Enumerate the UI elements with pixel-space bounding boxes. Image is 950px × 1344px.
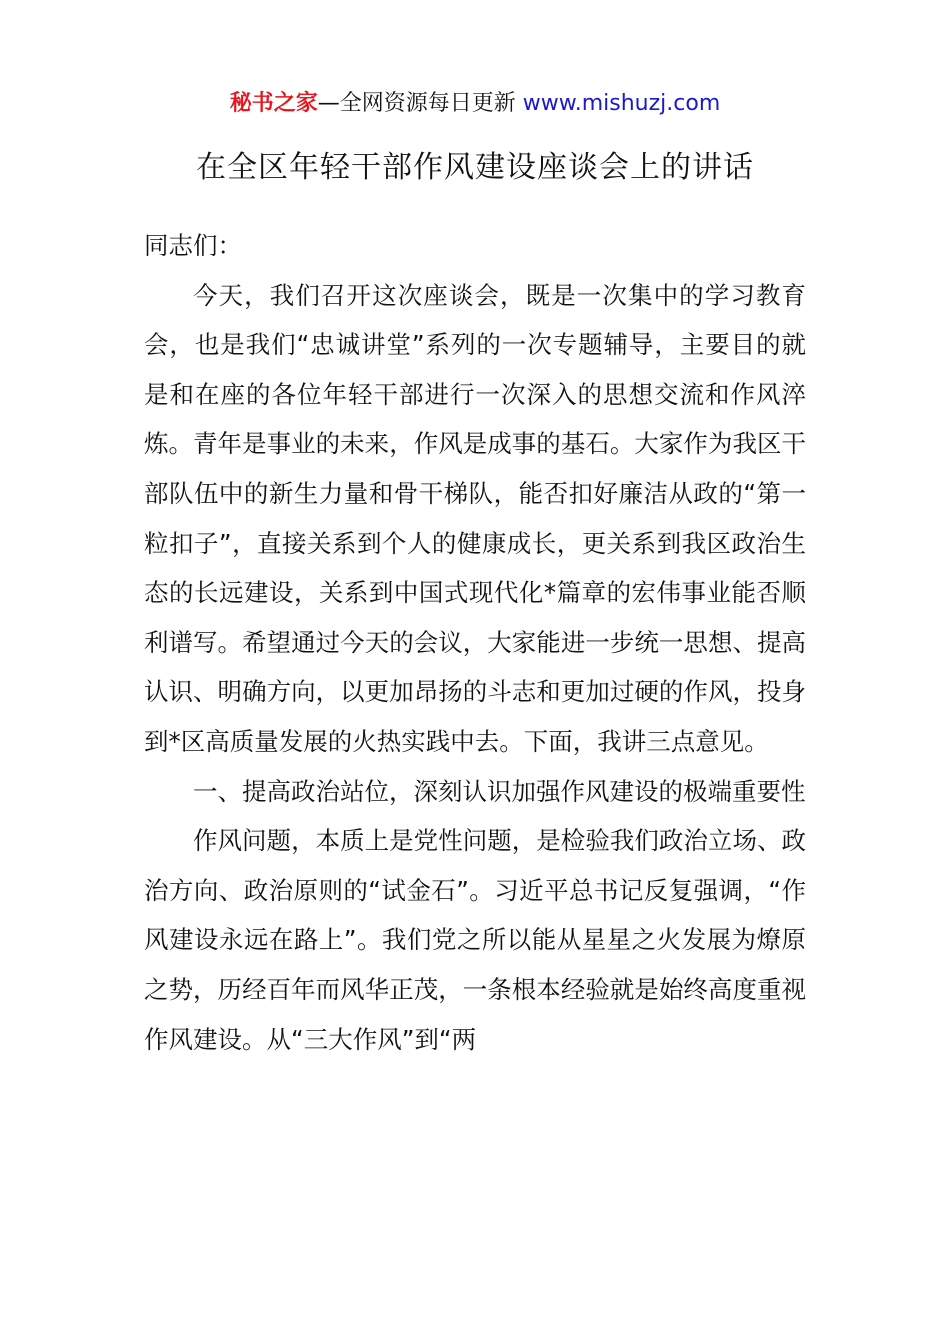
salutation: 同志们：: [144, 231, 242, 260]
brand-name: 秘书之家: [229, 91, 318, 116]
site-url-link[interactable]: www.mishuzj.com: [522, 91, 721, 116]
site-header: [0, 88, 950, 120]
site-slogan: —全网资源每日更新: [317, 91, 523, 116]
document-title: 在全区年轻干部作风建设座谈会上的讲话: [196, 150, 754, 185]
document-body: [144, 221, 806, 1064]
section-heading-1: 一、提高政治站位，深刻认识加强作风建设的极端重要性: [193, 776, 806, 806]
paragraph-intro: 今天，我们召开这次座谈会，既是一次集中的学习教育会，也是我们“忠诚讲堂”系列的一次专题辅导，主要目的就是和在座的各位年轻干部进行一次深入的思想交流和作风淬炼。青年是事业的未来，作风是成事的基石。大家作为我区干部队伍中的新生力量和骨干梯队，能否扣好廉洁从政的“第一粒扣子”，直接关系到个人的健康成长，更关系到我区政治生态的长远建设，关系到中国式现代化*篇章的宏伟事业能否顺利谱写。希望通过今天的会议，大家能进一步统一思想、提高认识、明确方向，以更加昂扬的斗志和更加过硬的作风，投身到*区高质量发展的火热实践中去。下面，我讲三点意见。: [144, 280, 806, 756]
paragraph-section-1: 作风问题，本质上是党性问题，是检验我们政治立场、政治方向、政治原则的“试金石”。习近平总书记反复强调，“作风建设永远在路上”。我们党之所以能从星星之火发展为燎原之势，历经百年而风华正茂，一条根本经验就是始终高度重视作风建设。从“三大作风”到“两: [144, 826, 806, 1054]
